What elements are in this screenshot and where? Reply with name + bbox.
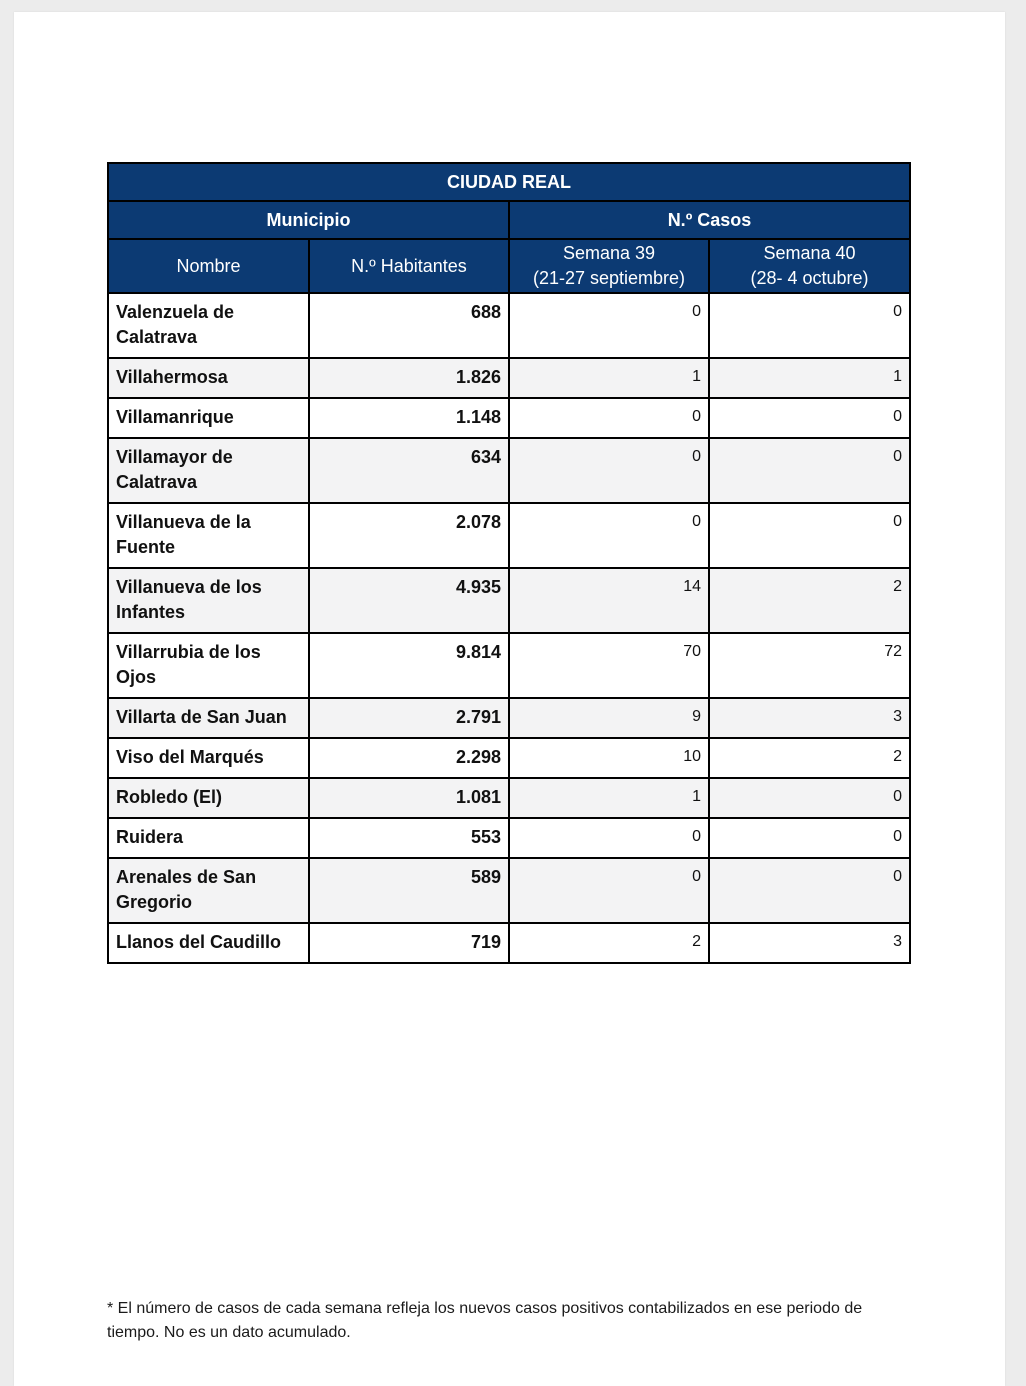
table-title: CIUDAD REAL (108, 163, 910, 201)
header-municipio: Municipio (108, 201, 509, 239)
table-row (108, 438, 910, 503)
table-row (108, 293, 910, 358)
header-semana39-dates: (21-27 septiembre) (532, 268, 686, 288)
semana40-value: 0 (709, 818, 910, 858)
semana39-value: 0 (509, 398, 709, 438)
municipio-name: Llanos del Caudillo (108, 923, 309, 963)
habitantes-value: 1.826 (309, 358, 509, 398)
municipio-name: Villanueva de los Infantes (108, 568, 309, 633)
semana39-value: 1 (509, 358, 709, 398)
semana39-value: 70 (509, 633, 709, 698)
header-habitantes: N.º Habitantes (309, 239, 509, 293)
semana39-value: 0 (509, 818, 709, 858)
habitantes-value: 589 (309, 858, 509, 923)
semana40-value: 0 (709, 503, 910, 568)
semana40-value: 72 (709, 633, 910, 698)
habitantes-value: 9.814 (309, 633, 509, 698)
semana39-value: 2 (509, 923, 709, 963)
cases-table (107, 162, 911, 964)
municipio-name: Villarrubia de los Ojos (108, 633, 309, 698)
table-row (108, 503, 910, 568)
habitantes-value: 688 (309, 293, 509, 358)
municipio-name: Viso del Marqués (108, 738, 309, 778)
header-semana40-title: Semana 40 (763, 243, 856, 263)
municipio-name: Villamayor de Calatrava (108, 438, 309, 503)
table-row (108, 858, 910, 923)
table-row (108, 778, 910, 818)
habitantes-value: 1.081 (309, 778, 509, 818)
semana39-value: 9 (509, 698, 709, 738)
semana40-value: 0 (709, 438, 910, 503)
municipio-name: Villanueva de la Fuente (108, 503, 309, 568)
header-semana39 (509, 239, 709, 293)
semana40-value: 3 (709, 923, 910, 963)
table-row (108, 818, 910, 858)
table-row (108, 358, 910, 398)
habitantes-value: 4.935 (309, 568, 509, 633)
table-row (108, 398, 910, 438)
habitantes-value: 719 (309, 923, 509, 963)
table-row (108, 698, 910, 738)
semana40-value: 0 (709, 778, 910, 818)
habitantes-value: 1.148 (309, 398, 509, 438)
municipio-name: Villahermosa (108, 358, 309, 398)
header-nombre: Nombre (108, 239, 309, 293)
table-row (108, 633, 910, 698)
municipio-name: Ruidera (108, 818, 309, 858)
semana40-value: 0 (709, 398, 910, 438)
semana40-value: 1 (709, 358, 910, 398)
semana39-value: 0 (509, 858, 709, 923)
municipio-name: Arenales de San Gregorio (108, 858, 309, 923)
habitantes-value: 2.791 (309, 698, 509, 738)
habitantes-value: 553 (309, 818, 509, 858)
semana40-value: 2 (709, 568, 910, 633)
semana39-value: 1 (509, 778, 709, 818)
habitantes-value: 2.298 (309, 738, 509, 778)
municipio-name: Robledo (El) (108, 778, 309, 818)
habitantes-value: 634 (309, 438, 509, 503)
semana39-value: 0 (509, 438, 709, 503)
municipio-name: Villamanrique (108, 398, 309, 438)
municipio-name: Villarta de San Juan (108, 698, 309, 738)
municipio-name: Valenzuela de Calatrava (108, 293, 309, 358)
footnote: * El número de casos de cada semana refleja los nuevos casos positivos contabilizados en ese periodo de tiempo. No es un dato acumulado. (107, 1300, 863, 1341)
semana40-value: 0 (709, 293, 910, 358)
semana40-value: 3 (709, 698, 910, 738)
table-row (108, 738, 910, 778)
semana39-value: 10 (509, 738, 709, 778)
header-semana39-title: Semana 39 (562, 243, 656, 263)
semana39-value: 0 (509, 293, 709, 358)
header-semana40 (709, 239, 910, 293)
header-casos: N.º Casos (509, 201, 910, 239)
header-semana40-dates: (28- 4 octubre) (750, 268, 869, 288)
table-row (108, 923, 910, 963)
semana40-value: 0 (709, 858, 910, 923)
habitantes-value: 2.078 (309, 503, 509, 568)
semana39-value: 14 (509, 568, 709, 633)
table-row (108, 568, 910, 633)
semana39-value: 0 (509, 503, 709, 568)
semana40-value: 2 (709, 738, 910, 778)
